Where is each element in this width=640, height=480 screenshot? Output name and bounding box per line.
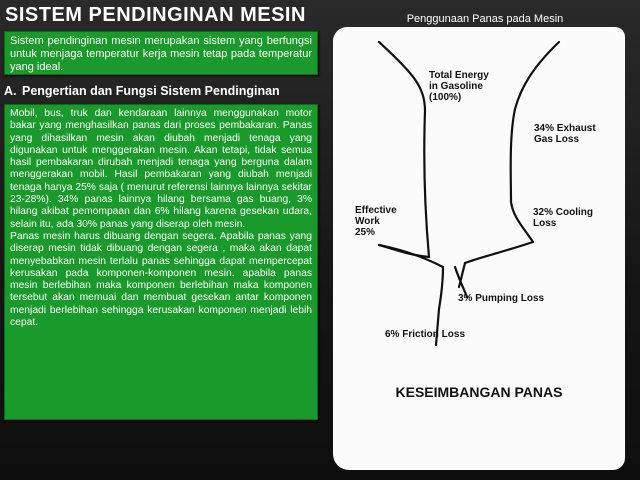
sankey-left-wall — [424, 111, 429, 257]
section-letter: A. — [4, 84, 17, 98]
section-heading — [4, 84, 324, 100]
slide-title: SISTEM PENDINGINAN MESIN — [5, 4, 306, 26]
body-paragraph-1: Mobil, bus, truk dan kendaraan lainnya menggunakan motor bakar yang menghasilkan panas dari proses pembakaran. Panas yang dihasilkan mesin akan diubah menjadi tenaga yang digunakan untuk menggerakan mesin. Akan tetapi, tidak semua hasil pembakaran dirubah menjadi tenaga yang berguna dalam menggerakan mobil. Hasil pembakaran yang diubah menjadi tenaga hanya 25% saja ( menurut referensi lainnya lainnya sekitar 23-28%). 34% panas lainnya hilang bersama gas buang, 3% hilang akibat pemompaan dan 6% hilang karena gesekan udara, selain itu, ada 30% panas yang diserap oleh mesin. — [10, 108, 312, 230]
body-paragraph-2: Panas mesin harus dibuang dengan segera. Apabila panas yang diserap mesin tidak dibuang dengan segera , maka akan dapat menyebabkan mesin terlalu panas sehingga dapat mempercepat kerusakan pada komponen-komponen mesin. apabila panas mesin berlebihan maka komponen berlebihan maka komponen tersebut akan memuai dan membuat gesekan antar komponen menjadi berlebihan sehingga kerusakan komponen menjadi lebih cepat. — [10, 230, 312, 329]
label-pumping-loss: 3% Pumping Loss — [458, 293, 545, 304]
intro-text: Sistem pendinginan mesin merupakan sistem yang berfungsi untuk menjaga temperatur kerja mesin tetap pada temperatur yang ideal. — [10, 35, 312, 73]
label-effective-work: Effective Work 25% — [355, 205, 397, 238]
intro-box — [4, 31, 318, 75]
sankey-inlet-right — [515, 42, 559, 109]
heat-balance-diagram — [333, 27, 625, 470]
sankey-mid-lower — [439, 267, 443, 309]
sankey-cooling-branch — [465, 242, 533, 263]
label-total-energy: Total Energy in Gasoline (100%) — [429, 70, 489, 103]
section-heading-text: Pengertian dan Fungsi Sistem Pendinginan — [22, 84, 280, 98]
label-exhaust-loss: 34% Exhaust Gas Loss — [534, 123, 596, 145]
sankey-inlet-left — [379, 42, 425, 111]
label-friction-loss: 6% Friction Loss — [385, 329, 466, 340]
figure-caption: Penggunaan Panas pada Mesin — [406, 13, 564, 25]
label-cooling-loss: 32% Cooling Loss — [533, 207, 594, 229]
body-text-box — [4, 104, 318, 420]
sankey-exhaust-branch — [511, 109, 533, 242]
diagram-title: KESEIMBANGAN PANAS — [395, 384, 563, 400]
